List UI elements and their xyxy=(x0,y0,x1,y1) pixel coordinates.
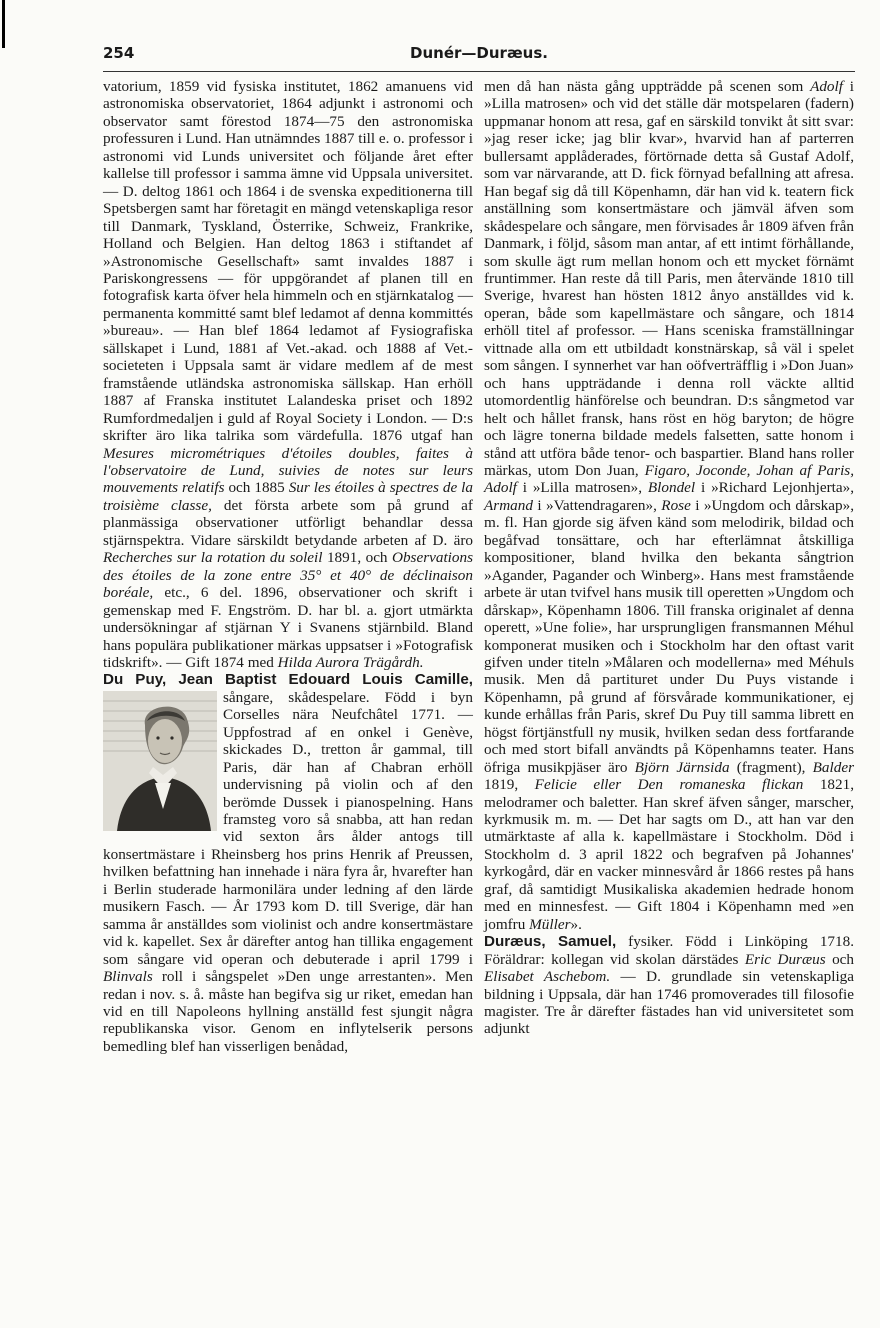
work-title: Björn Järnsida xyxy=(634,758,730,776)
running-head: Dunér—Duræus. xyxy=(410,44,548,62)
role-name: Blinvals xyxy=(103,968,153,986)
role-name: Rose xyxy=(661,496,691,514)
work-title: Recherches sur la rotation du soleil xyxy=(103,549,323,567)
role-name: Adolf xyxy=(810,78,843,95)
duraeus-entry: Duræus, Samuel, fysiker. Född i Linköping 1718. Föräldrar: kollegan vid skolan därstädes Eric Duræus och Elisabet Aschebom. — D. grundlade sin vetenskapliga bildning i Uppsala, där han 1746 promoverades till filosofie magister. Tre år därefter fästades han vid universitetet som adjunkt xyxy=(484,933,855,1038)
parent-name: Eric Duræus xyxy=(744,950,826,968)
entry-heading-duraeus: Duræus, Samuel, xyxy=(484,933,617,951)
duner-entry-continuation: vatorium, 1859 vid fysiska institutet, 1862 amanuens vid astronomiska observatoriet, 1864 adjunkt i astronomi och observator samt förestod 1874—75 den astronomiska professuren i Lund. Han utnämndes 1887 till e. o. professor i astronomi vid Lunds universitet och följande året efter kallelse till professor i samma ämne vid Uppsala universitet. — D. deltog 1861 och 1864 i de svenska expeditionerna till Spetsbergen samt har företagit en mängd vetenskapliga resor till Danmark, Tyskland, Österrike, Schweiz, Frankrike, Holland och Belgien. Han deltog 1863 i stiftandet af »Astronomische Gesellschaft» samt invaldes 1887 i Pariskongressens — för uppgörandet af planen till en fotografisk karta öfver hela himmeln och en stjärnkatalog — permanenta kommitté samt blef ledamot af denna kommittés »bureau». — Han blef 1864 ledamot af Fysiografiska sällskapet i Lund, 1881 af Vet.-akad. och 1888 af Vet.-societeten i Uppsala samt är vidare medlem af de mest framstående utländska astronomiska sällskap. Han erhöll 1887 af Franska institutet Lalandeska priset och 1892 Rumfordmedaljen i guld af Royal Society i London. — D:s skrifter äro lika talrika som värdefulla. 1876 utgaf han Mesures micrométriques d'étoiles doubles, faites à l'observatoire de Lund, suivies de notes sur leurs mouvements relatifs och 1885 Sur les étoiles à spectres de la troisième classe, det första arbete som på grund af planmässiga observationer utförligt behandlar dessa stjärnspektra. Vidare särskildt betydande arbeten af D. äro Recherches sur la rotation du soleil 1891, och Observations des étoiles de la zone entre 35° et 40° de déclinaison boréale, etc., 6 del. 1896, observationer och skrift i gemenskap med F. Engström. D. har bl. a. gjort utmärkta undersökningar af stjärnan Y i Svanens stjärnbild. Bland hans populära publikationer märkas uppsatser i »Fotografisk tidskrift». — Gift 1874 med Hilda Aurora Trägårdh. xyxy=(103,78,473,671)
role-names: Figaro, Joconde, Johan af Paris, Adolf xyxy=(484,461,854,497)
left-column xyxy=(103,78,473,1055)
work-title: Mesures micrométriques d'étoiles doubles, faites à l'observatoire de Lund, suivies de notes sur leurs mouvements relatifs xyxy=(103,444,473,497)
page-header xyxy=(103,44,855,68)
spouse-name: Müller xyxy=(529,915,571,933)
du-puy-entry: Du Puy, Jean Baptist Edouard Louis Camille, sångare, skådespelare. Född i byn Corselles nära Neufchâtel 1771. — Uppfostrad af en onkel i Genève, skickades D., tretton år gammal, till Paris, där han af Chabran erhöll undervisning på violin och af den berömde Dussek i pianospelning. Hans framsteg voro så snabba, att han redan vid sexton års ålder antogs till konsertmästare i Rheinsberg hos prins Henrik af Preussen, hvilken befattning han innehade i nära fyra år, hvarefter han i Berlin studerade harmonilära under ledning af den lärde musikern Fasch. — År 1793 kom D. till Sverige, där han samma år anställdes som violinist och andre konsertmästare vid k. kapellet. Sex år därefter antog han tillika engagement som sångare vid operan och debuterade i april 1799 i Blinvals roll i sångspelet »Den unge arrestanten». Men redan i nov. s. å. måste han begifva sig ur riket, emedan han vid en till Napoleons hyllning anställd fest sjungit några republikanska visor. Genom en inflytelserik persons bemedling blef han visserligen benådad, xyxy=(103,671,473,1055)
work-title: Felicie eller Den romaneska flickan xyxy=(534,776,804,794)
role-name: Armand xyxy=(484,496,533,514)
right-column xyxy=(484,78,854,1038)
portrait-drawing xyxy=(103,691,217,831)
header-rule xyxy=(103,71,855,72)
du-puy-entry-continuation: men då han nästa gång uppträdde på scenen som Adolf i »Lilla matrosen» och vid det ställe där motspelaren (fadern) uppmanar honom att resa, gaf en särskild tonvikt åt sitt svar: »jag reser icke; jag blir kvar», hvarvid han af parterren bullersamt applåderades, förtörnade detta så Gustaf Adolf, som var närvarande, att D. fick förnyad befallning att afresa. Han begaf sig då till Köpenhamn, där han vid k. teatern fick anställning som konsertmästare och jämväl äfven som skådespelare och sångare, men förvisades år 1809 äfven från Danmark, i följd, såsom man antar, af ett intimt förhållande, som skulle ägt rum mellan honom och ett mycket förnämt fruntimmer. Han reste då till Paris, men återvände 1810 till Sverige, hvarest han hösten 1812 ånyo anställdes vid k. operan, både som kapellmästare och sångare, och 1814 erhöll titel af professor. — Hans sceniska framställningar vittnade alla om ett utbildadt konstnärskap, så väl i spelet som sången. I synnerhet var han oöfverträfflig i »Don Juan» och hans uppträdande i denna roll väckte alltid utomordentlig hänförelse och beundran. D:s sångmetod var helt och hållet fransk, hans röst en hög baryton; de högre och lägre tonerna bildade medels falsetten, satte honom i stånd att utföra både tenor- och baspartier. Bland hans roller märkas, utom Don Juan, Figaro, Joconde, Johan af Paris, Adolf i »Lilla matrosen», Blondel i »Richard Lejonhjerta», Armand i »Vattendragaren», Rose i »Ungdom och dårskap», m. fl. Han gjorde sig äfven känd som melodirik, bildad och begåfvad tonsättare, och har efterlämnat åtskilliga kompositioner, bland hvilka den bekanta sångtrion »Agander, Pagander och Winberg». Hans mest framstående arbete är utan tvifvel hans musik till operetten »Ungdom och dårskap», Köpenhamn 1806. Till franska originalet af denna operett, »Une folie», har ursprungligen fransmannen Méhul komponerat musiken och i Stockholm har den oftast varit gifven under titeln »Målaren och modellerna» med Méhuls musik. Men då partituret under Du Puys vistande i Köpenhamn, på grund af försvårade kommunikationer, ej kunde erhållas från Paris, skref Du Puy till samma librett en högst förtjänstfull ny musik, hvilken sedan dess fortfarande och med stort bifall användts på Köpenhamns teater. Hans öfriga musikpjäser äro Björn Järnsida (fragment), Balder 1819, Felicie eller Den romaneska flickan 1821, melodramer och baletter. Han skref äfven sånger, marscher, kyrkmusik m. m. — Det har sagts om D., att han var den utmärktaste af alla k. kapellmästare i Stockholm. Död i Stockholm d. 3 april 1822 och begrafven på Johannes' kyrkogård, där en vacker minnesvård år 1866 restes på hans graf, då samtidigt Musikaliska akademien hedrade honom med en minnesfest. — Gift 1804 i Köpenhamn med »en jomfru Müller». xyxy=(484,78,855,933)
spouse-name: Hilda Aurora Trägårdh. xyxy=(277,653,424,671)
page-edge-mark xyxy=(2,0,5,48)
entry-heading-du-puy: Du Puy, Jean Baptist Edouard Louis Camille, xyxy=(103,671,473,689)
work-title: Observations des étoiles de la zone entre 35° et 40° de déclinaison boréale, xyxy=(103,549,473,602)
portrait-image xyxy=(103,691,217,831)
parent-name: Elisabet Aschebom. xyxy=(484,968,611,986)
role-name: Blondel xyxy=(647,479,696,497)
work-title: Sur les étoiles à spectres de la troisième classe, xyxy=(103,479,473,514)
page-number: 254 xyxy=(103,44,135,62)
work-title: Balder xyxy=(812,758,854,776)
